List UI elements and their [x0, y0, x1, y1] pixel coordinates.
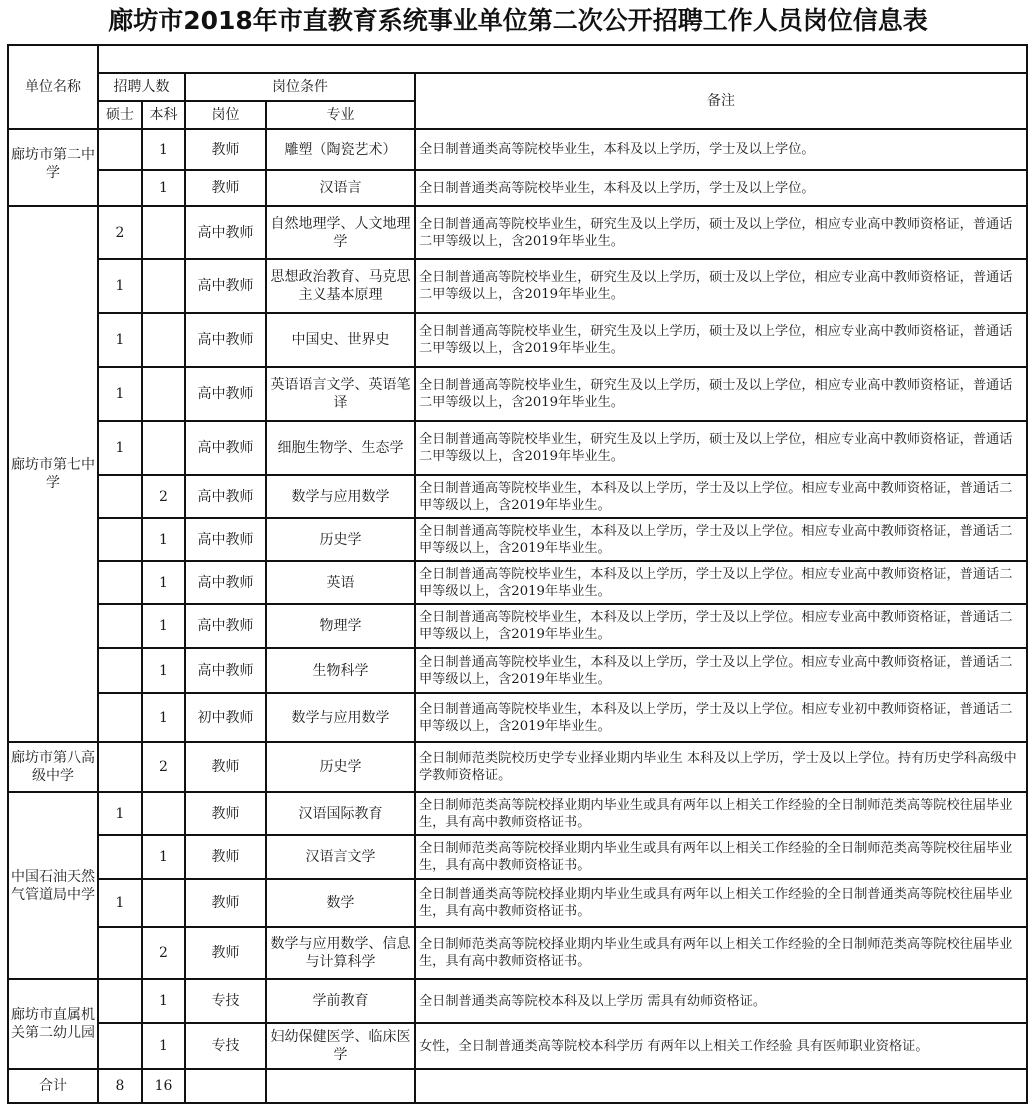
- remark-cell: 全日制普通高等院校毕业生，本科及以上学历，学士及以上学位。相应专业初中教师资格证，普通话二甲等级以上，含2019年毕业生。: [415, 693, 1027, 742]
- masters-cell: [98, 129, 142, 170]
- masters-cell: 1: [98, 421, 142, 475]
- unit-name-cell: 中国石油天然气管道局中学: [8, 792, 98, 979]
- masters-cell: [98, 170, 142, 206]
- table-row: [8, 693, 1027, 742]
- bachelor-cell: 1: [142, 561, 185, 604]
- major-cell: 妇幼保健医学、临床医学: [266, 1023, 415, 1069]
- bachelor-cell: 1: [142, 170, 185, 206]
- remark-cell: 全日制普通高等院校毕业生，本科及以上学历，学士及以上学位。相应专业高中教师资格证，普通话二甲等级以上，含2019年毕业生。: [415, 604, 1027, 648]
- total-major-blank: [266, 1069, 415, 1103]
- bachelor-cell: 1: [142, 835, 185, 879]
- remark-cell: 全日制普通类高等院校毕业生，本科及以上学历，学士及以上学位。: [415, 129, 1027, 170]
- major-cell: 汉语言: [266, 170, 415, 206]
- bachelor-cell: 1: [142, 648, 185, 693]
- bachelor-cell: 1: [142, 979, 185, 1023]
- bachelor-cell: [142, 206, 185, 259]
- bachelor-cell: [142, 421, 185, 475]
- table-row: [8, 561, 1027, 604]
- post-cell: 教师: [185, 170, 266, 206]
- table-row: [8, 979, 1027, 1023]
- remark-cell: 全日制普通类高等院校毕业生，本科及以上学历，学士及以上学位。: [415, 170, 1027, 206]
- total-label: 合计: [8, 1069, 98, 1103]
- major-cell: 生物科学: [266, 648, 415, 693]
- table-row: [8, 742, 1027, 792]
- major-cell: 学前教育: [266, 979, 415, 1023]
- bachelor-cell: [142, 367, 185, 421]
- masters-cell: [98, 561, 142, 604]
- remark-cell: 全日制师范类高等院校择业期内毕业生或具有两年以上相关工作经验的全日制师范类高等院校往届毕业生，具有高中教师资格证书。: [415, 927, 1027, 979]
- major-cell: 数学与应用数学: [266, 693, 415, 742]
- total-masters: 8: [98, 1069, 142, 1103]
- header-masters: 硕士: [98, 101, 142, 129]
- job-info-table: [7, 44, 1028, 1104]
- table-row: [8, 313, 1027, 367]
- table-row: [8, 927, 1027, 979]
- remark-cell: 全日制普通高等院校毕业生，研究生及以上学历，硕士及以上学位，相应专业高中教师资格证，普通话二甲等级以上，含2019年毕业生。: [415, 206, 1027, 259]
- post-cell: 高中教师: [185, 604, 266, 648]
- post-cell: 高中教师: [185, 518, 266, 561]
- bachelor-cell: 2: [142, 742, 185, 792]
- masters-cell: [98, 927, 142, 979]
- table-row: [8, 604, 1027, 648]
- post-cell: 高中教师: [185, 475, 266, 518]
- page-title: 廊坊市2018年市直教育系统事业单位第二次公开招聘工作人员岗位信息表: [108, 6, 928, 35]
- total-bachelor: 16: [142, 1069, 185, 1103]
- table-row: [8, 367, 1027, 421]
- masters-cell: [98, 693, 142, 742]
- post-cell: 高中教师: [185, 648, 266, 693]
- major-cell: 历史学: [266, 518, 415, 561]
- masters-cell: 1: [98, 879, 142, 927]
- table-row: [8, 1023, 1027, 1069]
- header-major: 专业: [266, 101, 415, 129]
- total-post-blank: [185, 1069, 266, 1103]
- header-post-conditions: 岗位条件: [185, 73, 415, 101]
- major-cell: 历史学: [266, 742, 415, 792]
- header-row-groups: [8, 73, 1027, 101]
- major-cell: 英语: [266, 561, 415, 604]
- major-cell: 自然地理学、人文地理学: [266, 206, 415, 259]
- table-row: [8, 170, 1027, 206]
- major-cell: 数学与应用数学: [266, 475, 415, 518]
- post-cell: 高中教师: [185, 313, 266, 367]
- bachelor-cell: [142, 313, 185, 367]
- post-cell: 初中教师: [185, 693, 266, 742]
- unit-name-cell: 廊坊市第二中学: [8, 129, 98, 206]
- major-cell: 细胞生物学、生态学: [266, 421, 415, 475]
- post-cell: 专技: [185, 1023, 266, 1069]
- masters-cell: [98, 742, 142, 792]
- table-row: [8, 792, 1027, 835]
- header-blank-band: [98, 45, 1027, 73]
- post-cell: 专技: [185, 979, 266, 1023]
- header-bachelor: 本科: [142, 101, 185, 129]
- post-cell: 高中教师: [185, 259, 266, 313]
- remark-cell: 全日制师范类高等院校择业期内毕业生或具有两年以上相关工作经验的全日制师范类高等院校往届毕业生，具有高中教师资格证书。: [415, 792, 1027, 835]
- remark-cell: 全日制普通高等院校毕业生，本科及以上学历，学士及以上学位。相应专业高中教师资格证，普通话二甲等级以上，含2019年毕业生。: [415, 648, 1027, 693]
- remark-cell: 全日制普通高等院校毕业生，本科及以上学历，学士及以上学位。相应专业高中教师资格证，普通话二甲等级以上，含2019年毕业生。: [415, 475, 1027, 518]
- masters-cell: [98, 1023, 142, 1069]
- bachelor-cell: 2: [142, 475, 185, 518]
- masters-cell: 1: [98, 367, 142, 421]
- post-cell: 教师: [185, 927, 266, 979]
- remark-cell: 全日制普通高等院校毕业生，研究生及以上学历，硕士及以上学位，相应专业高中教师资格证，普通话二甲等级以上，含2019年毕业生。: [415, 313, 1027, 367]
- table-row: [8, 206, 1027, 259]
- total-remark-blank: [415, 1069, 1027, 1103]
- masters-cell: 2: [98, 206, 142, 259]
- remark-cell: 全日制普通类高等院校择业期内毕业生或具有两年以上相关工作经验的全日制普通类高等院校往届毕业生，具有高中教师资格证书。: [415, 879, 1027, 927]
- post-cell: 高中教师: [185, 421, 266, 475]
- table-row: [8, 518, 1027, 561]
- header-post: 岗位: [185, 101, 266, 129]
- masters-cell: [98, 518, 142, 561]
- bachelor-cell: 2: [142, 927, 185, 979]
- bachelor-cell: [142, 259, 185, 313]
- header-recruit-count: 招聘人数: [98, 73, 185, 101]
- post-cell: 教师: [185, 835, 266, 879]
- table-row: [8, 879, 1027, 927]
- header-unit-name: 单位名称: [8, 45, 98, 129]
- bachelor-cell: 1: [142, 518, 185, 561]
- unit-name-cell: 廊坊市直属机关第二幼儿园: [8, 979, 98, 1069]
- table-row: [8, 421, 1027, 475]
- remark-cell: 全日制普通高等院校毕业生，研究生及以上学历，硕士及以上学位，相应专业高中教师资格证，普通话二甲等级以上，含2019年毕业生。: [415, 421, 1027, 475]
- post-cell: 教师: [185, 129, 266, 170]
- bachelor-cell: [142, 792, 185, 835]
- post-cell: 高中教师: [185, 367, 266, 421]
- masters-cell: 1: [98, 313, 142, 367]
- major-cell: 汉语国际教育: [266, 792, 415, 835]
- major-cell: 雕塑（陶瓷艺术）: [266, 129, 415, 170]
- major-cell: 英语语言文学、英语笔译: [266, 367, 415, 421]
- bachelor-cell: 1: [142, 1023, 185, 1069]
- masters-cell: [98, 835, 142, 879]
- bachelor-cell: 1: [142, 693, 185, 742]
- remark-cell: 全日制普通类高等院校本科及以上学历 需具有幼师资格证。: [415, 979, 1027, 1023]
- masters-cell: [98, 979, 142, 1023]
- bachelor-cell: 1: [142, 129, 185, 170]
- post-cell: 高中教师: [185, 561, 266, 604]
- post-cell: 高中教师: [185, 206, 266, 259]
- remark-cell: 全日制普通高等院校毕业生，研究生及以上学历，硕士及以上学位，相应专业高中教师资格证，普通话二甲等级以上，含2019年毕业生。: [415, 259, 1027, 313]
- post-cell: 教师: [185, 742, 266, 792]
- masters-cell: [98, 604, 142, 648]
- major-cell: 数学与应用数学、信息与计算科学: [266, 927, 415, 979]
- major-cell: 思想政治教育、马克思主义基本原理: [266, 259, 415, 313]
- major-cell: 汉语言文学: [266, 835, 415, 879]
- masters-cell: [98, 475, 142, 518]
- major-cell: 物理学: [266, 604, 415, 648]
- remark-cell: 全日制普通高等院校毕业生，本科及以上学历，学士及以上学位。相应专业高中教师资格证，普通话二甲等级以上，含2019年毕业生。: [415, 561, 1027, 604]
- unit-name-cell: 廊坊市第七中学: [8, 206, 98, 742]
- table-row: [8, 259, 1027, 313]
- post-cell: 教师: [185, 792, 266, 835]
- table-row: [8, 835, 1027, 879]
- post-cell: 教师: [185, 879, 266, 927]
- masters-cell: 1: [98, 259, 142, 313]
- header-row-top: [8, 45, 1027, 73]
- remark-cell: 全日制师范类高等院校择业期内毕业生或具有两年以上相关工作经验的全日制师范类高等院校往届毕业生，具有高中教师资格证书。: [415, 835, 1027, 879]
- total-row: [8, 1069, 1027, 1103]
- unit-name-cell: 廊坊市第八高级中学: [8, 742, 98, 792]
- table-row: [8, 648, 1027, 693]
- bachelor-cell: [142, 879, 185, 927]
- major-cell: 中国史、世界史: [266, 313, 415, 367]
- table-row: [8, 475, 1027, 518]
- major-cell: 数学: [266, 879, 415, 927]
- masters-cell: 1: [98, 792, 142, 835]
- remark-cell: 女性，全日制普通类高等院校本科学历 有两年以上相关工作经验 具有医师职业资格证。: [415, 1023, 1027, 1069]
- masters-cell: [98, 648, 142, 693]
- remark-cell: 全日制普通高等院校毕业生，研究生及以上学历，硕士及以上学位，相应专业高中教师资格证，普通话二甲等级以上，含2019年毕业生。: [415, 367, 1027, 421]
- header-remarks: 备注: [415, 73, 1027, 129]
- table-row: [8, 129, 1027, 170]
- bachelor-cell: 1: [142, 604, 185, 648]
- remark-cell: 全日制普通高等院校毕业生，本科及以上学历，学士及以上学位。相应专业高中教师资格证，普通话二甲等级以上，含2019年毕业生。: [415, 518, 1027, 561]
- remark-cell: 全日制师范类院校历史学专业择业期内毕业生 本科及以上学历，学士及以上学位。持有历史学科高级中学教师资格证。: [415, 742, 1027, 792]
